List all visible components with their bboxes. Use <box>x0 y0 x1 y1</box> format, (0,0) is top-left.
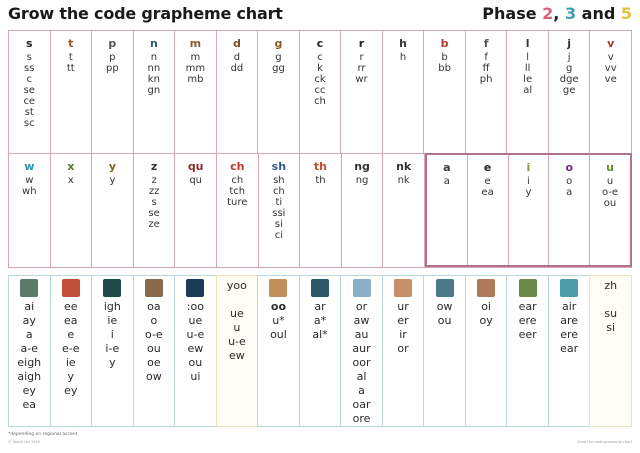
grapheme-spelling: ear <box>560 342 579 355</box>
grapheme-spelling: bb <box>438 63 451 74</box>
grapheme-spelling: oul <box>270 328 287 341</box>
moon-picture-icon <box>186 279 204 297</box>
grapheme-spelling: v <box>607 52 614 63</box>
grapheme-column <box>92 154 134 267</box>
grapheme-column <box>92 31 134 153</box>
grapheme-spelling: sh <box>273 175 285 186</box>
grapheme-spelling: ow <box>145 370 162 383</box>
grapheme-spelling: ci <box>274 230 283 241</box>
grapheme-head: :oo <box>186 300 204 313</box>
grapheme-head: o <box>565 161 573 174</box>
grapheme-spelling: ey <box>22 384 36 397</box>
grapheme-column <box>9 154 51 267</box>
grapheme-head: i <box>526 161 531 174</box>
grapheme-column <box>341 31 383 153</box>
grapheme-column <box>340 275 382 427</box>
grapheme-spelling: ture <box>227 197 248 208</box>
grapheme-spelling: ge <box>562 85 576 96</box>
grapheme-spelling: wr <box>355 74 368 85</box>
grapheme-spelling: ir <box>399 328 407 341</box>
grapheme-spelling: f <box>484 52 488 63</box>
grapheme-spelling: aigh <box>17 370 42 383</box>
phase-5-vowel-table <box>8 275 632 427</box>
grapheme-head: or <box>355 300 368 313</box>
phase-label <box>482 4 632 23</box>
grapheme-head: ur <box>397 300 409 313</box>
grapheme-spelling: ch <box>272 186 285 197</box>
grapheme-spelling: r <box>359 52 364 63</box>
grapheme-spelling: e <box>484 176 491 187</box>
grapheme-spelling: o <box>150 314 158 327</box>
grapheme-spelling: wh <box>22 186 37 197</box>
grapheme-spelling: kn <box>147 74 160 85</box>
grapheme-spelling: ie <box>65 356 76 369</box>
grapheme-spelling: h <box>399 52 407 63</box>
grapheme-column <box>300 154 342 267</box>
grapheme-spelling: e-e <box>62 342 80 355</box>
grapheme-spelling: si <box>606 321 616 334</box>
grapheme-spelling: oar <box>352 398 371 411</box>
grapheme-column <box>506 275 548 427</box>
grapheme-spelling: eigh <box>17 356 42 369</box>
grapheme-head: ch <box>230 160 245 173</box>
grapheme-spelling: g <box>565 63 573 74</box>
grapheme-column <box>468 155 509 265</box>
grapheme-column <box>175 154 217 267</box>
grapheme-spelling: s <box>151 197 157 208</box>
grapheme-column <box>217 31 259 153</box>
grapheme-column <box>465 275 507 427</box>
grapheme-spelling: dge <box>559 74 579 85</box>
grapheme-spelling: ou <box>147 342 161 355</box>
grapheme-column <box>299 275 341 427</box>
cow-picture-icon <box>436 279 454 297</box>
grapheme-spelling: ch <box>231 175 244 186</box>
grapheme-spelling: al <box>356 370 367 383</box>
grapheme-column <box>383 31 425 153</box>
grapheme-spelling: o-e <box>601 187 619 198</box>
grapheme-spelling: s <box>26 52 32 63</box>
grapheme-spelling: a <box>358 384 365 397</box>
comma: , <box>553 4 565 23</box>
grapheme-spelling: aur <box>352 342 371 355</box>
grapheme-spelling: x <box>67 175 74 186</box>
jeep-picture-icon <box>62 279 80 297</box>
grapheme-column <box>549 155 590 265</box>
grapheme-spelling: g <box>275 52 282 63</box>
grapheme-spelling: o <box>566 176 573 187</box>
grapheme-column <box>548 275 590 427</box>
and-word: and <box>576 4 621 23</box>
grapheme-column <box>424 31 466 153</box>
grapheme-head: t <box>68 37 74 50</box>
grapheme-spelling: ou <box>188 356 203 369</box>
grapheme-column <box>590 31 631 153</box>
grapheme-head: e <box>483 161 492 174</box>
grapheme-spelling: ou <box>437 314 452 327</box>
grapheme-spelling: ck <box>314 74 326 85</box>
grapheme-spelling: ue <box>188 314 203 327</box>
grapheme-head: m <box>189 37 202 50</box>
grapheme-spelling: b <box>441 52 448 63</box>
horse-picture-icon <box>353 279 371 297</box>
grapheme-spelling: tt <box>66 63 75 74</box>
grapheme-spelling: zz <box>148 186 160 197</box>
grapheme-spelling: ere <box>518 314 537 327</box>
grapheme-spelling: ll <box>524 63 531 74</box>
phase-prefix: Phase <box>482 4 543 23</box>
grapheme-column <box>257 275 299 427</box>
grapheme-spelling: nn <box>147 63 161 74</box>
grapheme-head: v <box>607 37 615 50</box>
grapheme-spelling: au <box>354 328 369 341</box>
grapheme-spelling: qu <box>189 175 203 186</box>
grapheme-column <box>342 154 384 267</box>
grapheme-head: ee <box>64 300 78 313</box>
grapheme-column <box>50 275 92 427</box>
grapheme-head: nk <box>396 160 412 173</box>
grapheme-spelling: oy <box>479 314 493 327</box>
grapheme-spelling: or <box>397 342 409 355</box>
grapheme-spelling: dd <box>230 63 244 74</box>
grapheme-spelling: are <box>560 314 579 327</box>
grapheme-head: th <box>313 160 327 173</box>
short-vowel-box <box>425 153 632 267</box>
grapheme-spelling: c <box>317 52 323 63</box>
grapheme-spelling: sc <box>23 118 35 129</box>
grapheme-head: s <box>25 37 33 50</box>
grapheme-column <box>259 154 301 267</box>
right-footer: Grow the code grapheme chart <box>577 440 632 444</box>
grapheme-head: z <box>150 160 158 173</box>
phase-2-consonant-table <box>8 30 632 154</box>
grapheme-column <box>589 275 632 427</box>
grapheme-spelling: ve <box>604 74 617 85</box>
grapheme-spelling: ce <box>23 96 36 107</box>
grapheme-spelling: tch <box>229 186 246 197</box>
grapheme-spelling: y <box>525 187 532 198</box>
grapheme-spelling: d <box>233 52 241 63</box>
grapheme-spelling: j <box>567 52 571 63</box>
grapheme-head: ai <box>24 300 35 313</box>
grapheme-column <box>174 275 216 427</box>
grapheme-head: oa <box>147 300 161 313</box>
grapheme-head: h <box>399 37 407 50</box>
star-picture-icon <box>311 279 329 297</box>
grapheme-spelling: ng <box>355 175 369 186</box>
grapheme-spelling: ere <box>560 328 579 341</box>
grapheme-spelling: si <box>274 219 283 230</box>
grapheme-spelling: aw <box>353 314 370 327</box>
grapheme-spelling: ss <box>24 63 35 74</box>
grapheme-spelling: ti <box>275 197 283 208</box>
grapheme-column <box>466 31 508 153</box>
grapheme-head: ow <box>436 300 453 313</box>
phase-2: 2 <box>542 4 554 23</box>
grapheme-spelling: y <box>109 356 116 369</box>
grapheme-spelling: m <box>190 52 201 63</box>
grapheme-spelling: a-e <box>20 342 38 355</box>
grapheme-column <box>300 31 342 153</box>
grapheme-head: oo <box>270 300 287 313</box>
grapheme-spelling: vv <box>604 63 617 74</box>
grapheme-column <box>509 155 550 265</box>
grapheme-spelling: er <box>397 314 409 327</box>
grapheme-head: c <box>316 37 324 50</box>
grapheme-spelling: mm <box>185 63 206 74</box>
grapheme-spelling: se <box>148 208 160 219</box>
boat-picture-icon <box>145 279 163 297</box>
grapheme-spelling: n <box>150 52 158 63</box>
grapheme-spelling: th <box>315 175 326 186</box>
grapheme-column <box>91 275 133 427</box>
grapheme-head: f <box>483 37 489 50</box>
grapheme-head: zh <box>604 279 618 292</box>
phase-5: 5 <box>620 4 632 23</box>
grapheme-spelling: cc <box>314 85 326 96</box>
grapheme-head: b <box>440 37 449 50</box>
grapheme-column <box>175 31 217 153</box>
grapheme-spelling: ou <box>603 198 617 209</box>
footnote: *depending on regional accent <box>8 432 78 437</box>
fur-picture-icon <box>394 279 412 297</box>
grapheme-head: a <box>443 161 451 174</box>
grapheme-head: n <box>149 37 158 50</box>
grapheme-head: j <box>567 37 572 50</box>
hair-picture-icon <box>560 279 578 297</box>
grapheme-spelling: ff <box>482 63 490 74</box>
grapheme-spelling: u-e <box>228 335 246 348</box>
grapheme-spelling: ph <box>479 74 493 85</box>
grapheme-column <box>134 31 176 153</box>
grapheme-head: y <box>108 160 117 173</box>
grapheme-spelling: u <box>606 176 614 187</box>
grapheme-spelling: u* <box>272 314 285 327</box>
grapheme-spelling: y <box>67 370 75 383</box>
grapheme-spelling: mb <box>187 74 204 85</box>
ear-picture-icon <box>519 279 537 297</box>
grapheme-spelling: st <box>24 107 34 118</box>
grapheme-head: w <box>24 160 35 173</box>
grapheme-spelling: ea <box>64 314 78 327</box>
grapheme-spelling: ze <box>148 219 160 230</box>
grapheme-spelling: y <box>109 175 116 186</box>
grapheme-column <box>507 31 549 153</box>
grapheme-spelling: eer <box>518 328 537 341</box>
grapheme-spelling: a <box>566 187 573 198</box>
grapheme-spelling: k <box>317 63 323 74</box>
grapheme-spelling: oe <box>147 356 161 369</box>
grapheme-spelling: ie <box>107 314 118 327</box>
phase-3: 3 <box>564 4 577 23</box>
grapheme-spelling: p <box>109 52 116 63</box>
grapheme-spelling: oor <box>352 356 371 369</box>
copyright: © Twinkl Ltd 2016 <box>8 440 40 444</box>
grapheme-spelling: u-e <box>186 328 205 341</box>
rain-picture-icon <box>20 279 38 297</box>
grapheme-spelling: i <box>110 328 114 341</box>
grapheme-column <box>216 275 258 427</box>
grapheme-head: oi <box>481 300 491 313</box>
grapheme-spelling: rr <box>357 63 366 74</box>
grapheme-column <box>382 275 424 427</box>
grapheme-spelling: se <box>23 85 35 96</box>
grapheme-head: ear <box>518 300 537 313</box>
grapheme-spelling: a* <box>313 314 327 327</box>
grapheme-spelling: ore <box>352 412 371 425</box>
night-picture-icon <box>103 279 121 297</box>
grapheme-column <box>217 154 259 267</box>
grapheme-head: igh <box>103 300 121 313</box>
grapheme-head: yoo <box>226 279 247 292</box>
grapheme-column <box>590 155 630 265</box>
grapheme-head: qu <box>187 160 204 173</box>
grapheme-spelling: e <box>67 328 75 341</box>
grapheme-spelling: a <box>25 328 33 341</box>
grapheme-spelling: ue <box>230 307 244 320</box>
grapheme-spelling: ey <box>64 384 78 397</box>
grapheme-spelling: a <box>443 176 450 187</box>
grapheme-column <box>8 275 50 427</box>
grapheme-column <box>133 275 175 427</box>
grapheme-column <box>51 31 93 153</box>
grapheme-spelling: gn <box>147 85 161 96</box>
grapheme-spelling: c <box>26 74 33 85</box>
grapheme-spelling: u <box>233 321 241 334</box>
grapheme-spelling: w <box>25 175 34 186</box>
grapheme-head: p <box>108 37 117 50</box>
coin-picture-icon <box>477 279 495 297</box>
grapheme-column <box>258 31 300 153</box>
grapheme-spelling: ch <box>314 96 326 107</box>
grapheme-spelling: ay <box>22 314 36 327</box>
grapheme-head: r <box>358 37 365 50</box>
grapheme-head: ng <box>354 160 370 173</box>
grapheme-spelling: al <box>523 85 533 96</box>
grapheme-spelling: o-e <box>145 328 163 341</box>
grapheme-head: air <box>562 300 577 313</box>
grapheme-column <box>9 31 51 153</box>
grapheme-head: g <box>274 37 283 50</box>
phase-3-grapheme-table <box>8 154 632 268</box>
grapheme-spelling: ssi <box>272 208 286 219</box>
grapheme-column <box>427 155 468 265</box>
grapheme-spelling: gg <box>272 63 285 74</box>
grapheme-spelling: su <box>604 307 618 320</box>
grapheme-spelling: l <box>526 52 530 63</box>
grapheme-head: sh <box>271 160 287 173</box>
grapheme-spelling: ui <box>190 370 201 383</box>
grapheme-spelling: i <box>527 176 530 187</box>
grapheme-head: l <box>525 37 530 50</box>
grapheme-head: d <box>232 37 241 50</box>
grapheme-spelling: z <box>151 175 157 186</box>
grapheme-spelling: ea <box>22 398 37 411</box>
grapheme-column <box>549 31 591 153</box>
grapheme-spelling: t <box>68 52 73 63</box>
grapheme-spelling: ea <box>481 187 494 198</box>
page-title: Grow the code grapheme chart <box>8 4 283 23</box>
grapheme-spelling: ew <box>229 349 245 362</box>
grapheme-head: u <box>606 161 614 174</box>
grapheme-head: x <box>67 160 75 173</box>
grapheme-column <box>383 154 425 267</box>
grapheme-column <box>134 154 176 267</box>
grapheme-spelling: le <box>523 74 533 85</box>
grapheme-column <box>423 275 465 427</box>
grapheme-spelling: al* <box>312 328 328 341</box>
grapheme-spelling: nk <box>397 175 410 186</box>
grapheme-column <box>51 154 93 267</box>
book-picture-icon <box>269 279 287 297</box>
grapheme-spelling: i-e <box>105 342 120 355</box>
grapheme-spelling: pp <box>105 63 119 74</box>
grapheme-head: ar <box>314 300 326 313</box>
grapheme-spelling: ew <box>187 342 204 355</box>
